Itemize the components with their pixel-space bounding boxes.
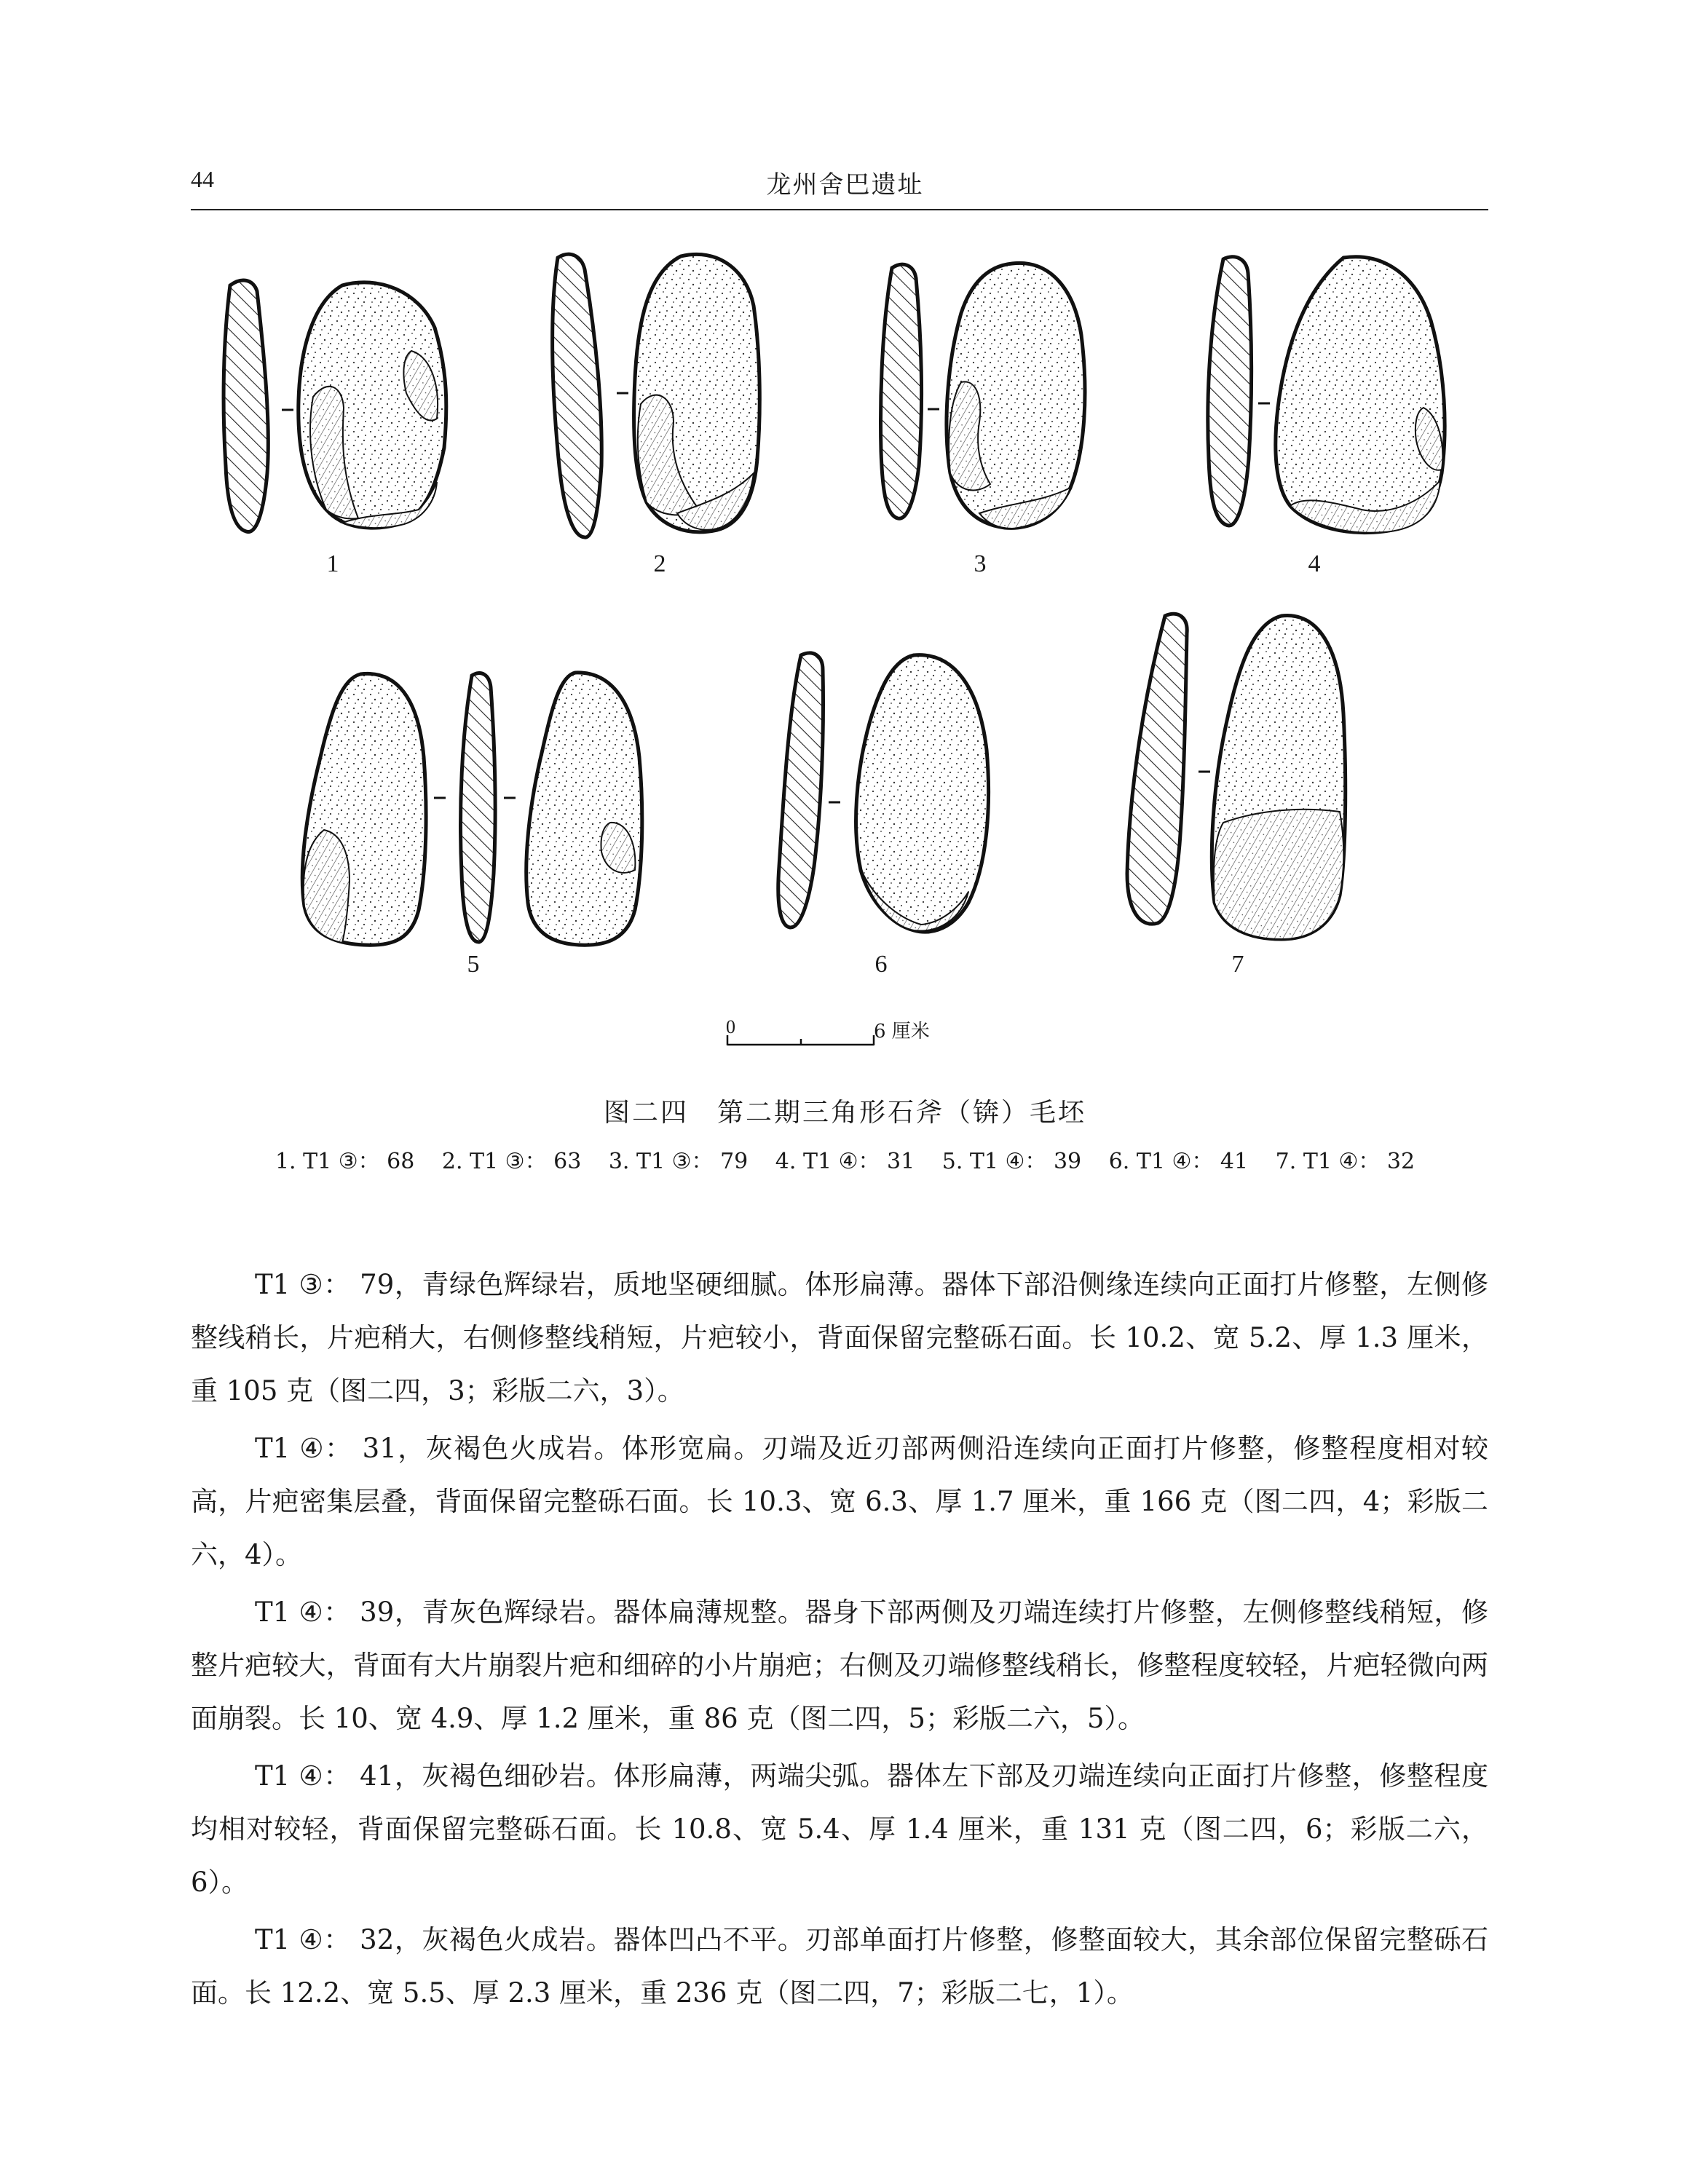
scale-bar	[727, 1035, 874, 1045]
artifact-4-face	[1276, 257, 1445, 533]
paragraph: T1 ④： 32，灰褐色火成岩。器体凹凸不平。刃部单面打片修整，修整面较大，其余部位保留完整砾石面。长 12.2、宽 5.5、厚 2.3 厘米，重 236 克（图二四，7；彩版二七，1）。	[191, 1924, 1488, 2009]
artifact-4-section	[1208, 257, 1252, 526]
figure-label-2: 2	[653, 550, 666, 577]
paragraph: T1 ③： 79，青绿色辉绿岩，质地坚硬细腻。体形扁薄。器体下部沿侧缘连续向正面打片修整，左侧修整线稍长，片疤稍大，右侧修整线稍短，片疤较小，背面保留完整砾石面。长 10.2、宽 5.2、厚 1.3 厘米，重 105 克（图二四，3；彩版二六，3）。	[191, 1269, 1488, 1406]
artifact-6-section	[778, 653, 824, 927]
caption-item: 4. T1 ④： 31	[775, 1149, 915, 1174]
figure-caption-items	[0, 1143, 1690, 1175]
figure-label-3: 3	[974, 550, 987, 577]
figure-label-4: 4	[1308, 550, 1321, 577]
artifact-2-section	[553, 254, 602, 537]
artifact-7-section	[1127, 614, 1187, 924]
artifact-5	[302, 673, 642, 945]
artifact-3	[881, 263, 1085, 529]
paragraph: T1 ④： 39，青灰色辉绿岩。器体扁薄规整。器身下部两侧及刃端连续打片修整，左侧修整线稍短，修整片疤较大，背面有大片崩裂片疤和细碎的小片崩疤；右侧及刃端修整线稍长，修整程度较轻，片疤轻微向两面崩裂。长 10、宽 4.9、厚 1.2 厘米，重 86 克（图二四，5；彩版二六，5）。	[191, 1597, 1488, 1734]
figure-label-7: 7	[1231, 951, 1244, 978]
caption-item: 1. T1 ③： 68	[275, 1149, 415, 1174]
artifact-1	[224, 280, 446, 532]
book-title: 龙州舍巴遗址	[766, 170, 924, 199]
caption-item: 7. T1 ④： 32	[1275, 1149, 1415, 1174]
artifact-7	[1127, 614, 1346, 939]
figure-label-5: 5	[467, 951, 480, 978]
figure-label-6: 6	[874, 951, 888, 978]
scale-zero-label: 0	[726, 1016, 735, 1037]
body-text	[191, 1258, 1488, 2024]
paragraph: T1 ④： 31，灰褐色火成岩。体形宽扁。刃端及近刃部两侧沿连续向正面打片修整，修整程度相对较高，片疤密集层叠，背面保留完整砾石面。长 10.3、宽 6.3、厚 1.7 厘米，重 166 克（图二四，4；彩版二六，4）。	[191, 1433, 1488, 1570]
artifact-6-face	[856, 655, 989, 932]
artifact-5-section	[461, 673, 496, 942]
artifact-3-section	[881, 264, 922, 518]
artifact-4	[1208, 257, 1445, 533]
caption-item: 3. T1 ③： 79	[608, 1149, 749, 1174]
artifact-5-face-back	[526, 673, 642, 945]
caption-item: 5. T1 ④： 39	[941, 1149, 1082, 1174]
page-number: 44	[191, 166, 214, 192]
caption-item: 6. T1 ④： 41	[1108, 1149, 1249, 1174]
figure-caption-title: 图二四 第二期三角形石斧（锛）毛坯	[603, 1098, 1086, 1128]
caption-item: 2. T1 ③： 63	[441, 1149, 582, 1174]
scale-end-label: 6 厘米	[874, 1021, 930, 1042]
artifact-1-section	[224, 280, 268, 532]
artifact-2	[553, 254, 760, 537]
paragraph: T1 ④： 41，灰褐色细砂岩。体形扁薄，两端尖弧。器体左下部及刃端连续向正面打片修整，修整程度均相对较轻，背面保留完整砾石面。长 10.8、宽 5.4、厚 1.4 厘米，重 131 克（图二四，6；彩版二六，6）。	[191, 1760, 1488, 1898]
artifact-6	[778, 653, 989, 932]
figure-label-1: 1	[326, 550, 339, 577]
stone-axe-figure	[0, 0, 1690, 1077]
